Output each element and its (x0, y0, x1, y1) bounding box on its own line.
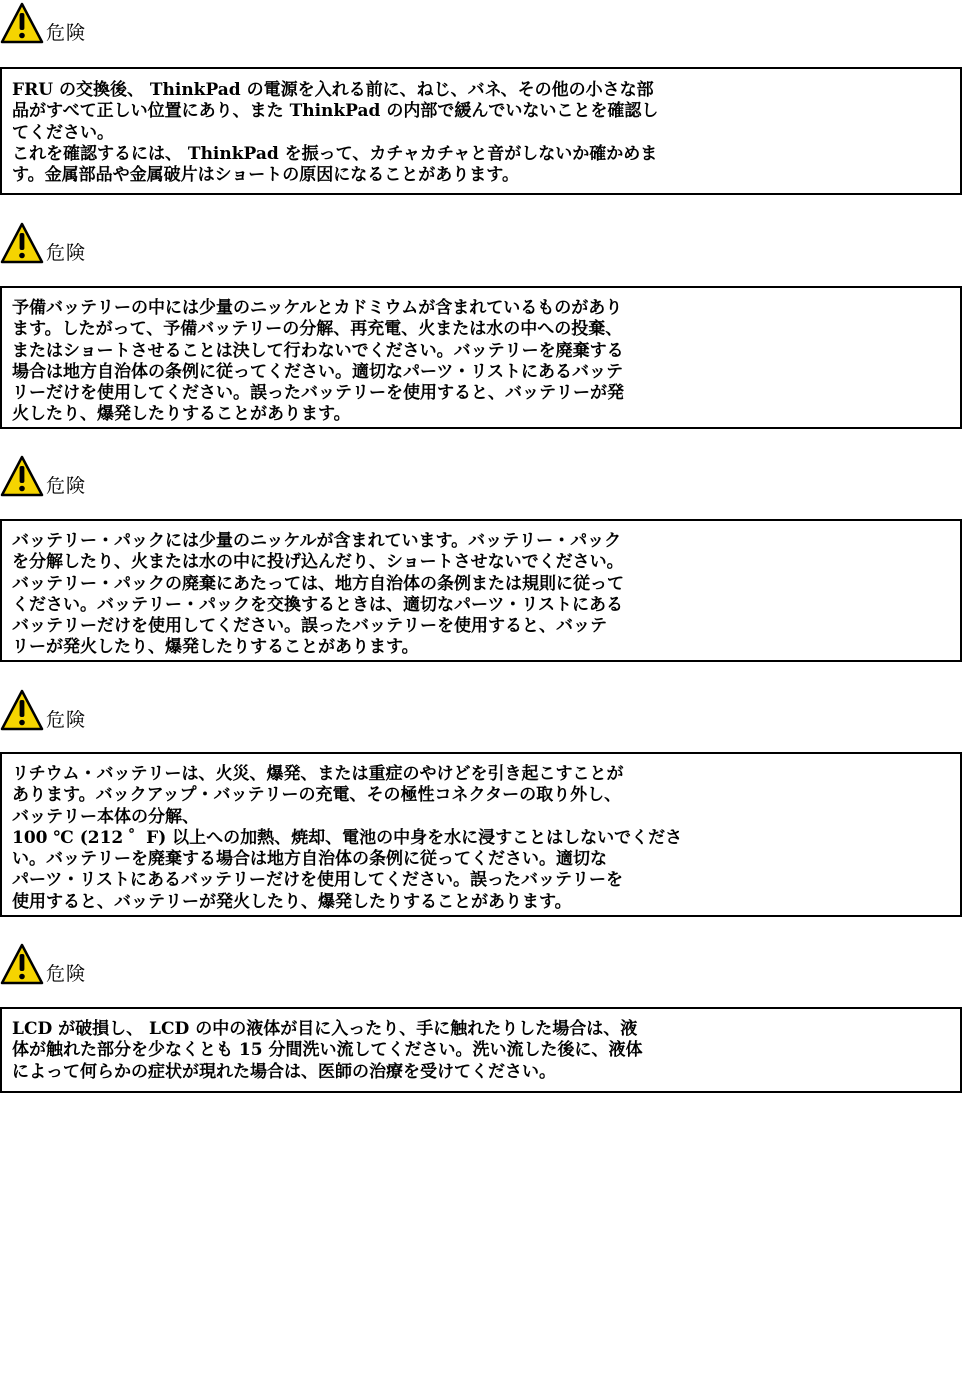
notice-line: バッテリー・パックの廃棄にあたっては、地方自治体の条例または規則に従って (12, 573, 624, 594)
danger-heading (0, 0, 86, 44)
notice-line: 場合は地方自治体の条例に従ってください。適切なパーツ・リストにあるバッテ (12, 361, 623, 382)
danger-heading (0, 453, 86, 497)
warning-triangle-icon (0, 2, 44, 44)
notice-line: 100 ℃ (212 ゜F) 以上への加熱、焼却、電池の中身を水に浸すことはしないでくださ (12, 827, 683, 848)
danger-label: 危険 (46, 475, 87, 497)
warning-triangle-icon (0, 455, 44, 497)
notice-line: す。金属部品や金属破片はショートの原因になることがあります。 (12, 165, 519, 186)
notice-line: リーだけを使用してください。誤ったバッテリーを使用すると、バッテリーが発 (12, 383, 624, 404)
notice-line: い。バッテリーを廃棄する場合は地方自治体の条例に従ってください。適切な (12, 849, 607, 870)
notice-line: 予備バッテリーの中には少量のニッケルとカドミウムが含まれているものがあり (12, 298, 623, 318)
notice-box (0, 519, 962, 662)
notice-line: リチウム・バッテリーは、火災、爆発、または重症のやけどを引き起こすことが (12, 764, 624, 784)
notice-line: ください。バッテリー・パックを交換するときは、適切なパーツ・リストにある (12, 594, 623, 615)
notice-line: FRU の交換後、 ThinkPad の電源を入れる前に、ねじ、バネ、その他の小さな部 (12, 80, 654, 100)
danger-heading (0, 941, 86, 985)
notice-line: バッテリーだけを使用してください。誤ったバッテリーを使用すると、バッテ (12, 616, 607, 637)
notice-line: またはショートさせることは決して行わないでください。バッテリーを廃棄する (12, 340, 624, 361)
notice-box (0, 752, 962, 917)
notice-line: 火したり、爆発したりすることがあります。 (12, 404, 351, 425)
notice-line: バッテリー本体の分解、 (12, 806, 199, 827)
danger-label: 危険 (46, 22, 87, 44)
danger-heading (0, 220, 86, 264)
notice-line: LCD が破損し、 LCD の中の液体が目に入ったり、手に触れたりした場合は、液 (12, 1019, 638, 1039)
warning-triangle-icon (0, 689, 44, 731)
danger-heading (0, 687, 86, 731)
notice-box (0, 1007, 962, 1093)
notice-line: リーが発火したり、爆発したりすることがあります。 (12, 637, 419, 658)
notice-line: によって何らかの症状が現れた場合は、医師の治療を受けてください。 (12, 1061, 556, 1082)
notice-line: ます。したがって、予備バッテリーの分解、再充電、火または水の中への投棄、 (12, 319, 623, 340)
notice-box (0, 286, 962, 429)
warning-triangle-icon (0, 943, 44, 985)
notice-line: 品がすべて正しい位置にあり、また ThinkPad の内部で緩んでいないことを確認し (12, 101, 659, 122)
notice-line: パーツ・リストにあるバッテリーだけを使用してください。誤ったバッテリーを (12, 870, 623, 891)
notice-line: バッテリー・パックには少量のニッケルが含まれています。バッテリー・パック (12, 531, 622, 551)
warning-triangle-icon (0, 222, 44, 264)
notice-line: これを確認するには、 ThinkPad を振って、カチャカチャと音がしないか確かめま (12, 143, 658, 164)
notice-line: 体が触れた部分を少なくとも 15 分間洗い流してください。洗い流した後に、液体 (12, 1040, 643, 1061)
notice-line: てください。 (12, 122, 114, 143)
notice-line: を分解したり、火または水の中に投げ込んだり、ショートさせないでください。 (12, 552, 624, 573)
notice-box (0, 67, 962, 195)
danger-label: 危険 (46, 242, 87, 264)
danger-label: 危険 (46, 709, 87, 731)
notice-line: 使用すると、バッテリーが発火したり、爆発したりすることがあります。 (12, 891, 572, 912)
notice-line: あります。バックアップ・バッテリーの充電、その極性コネクターの取り外し、 (12, 785, 622, 806)
danger-label: 危険 (46, 963, 87, 985)
